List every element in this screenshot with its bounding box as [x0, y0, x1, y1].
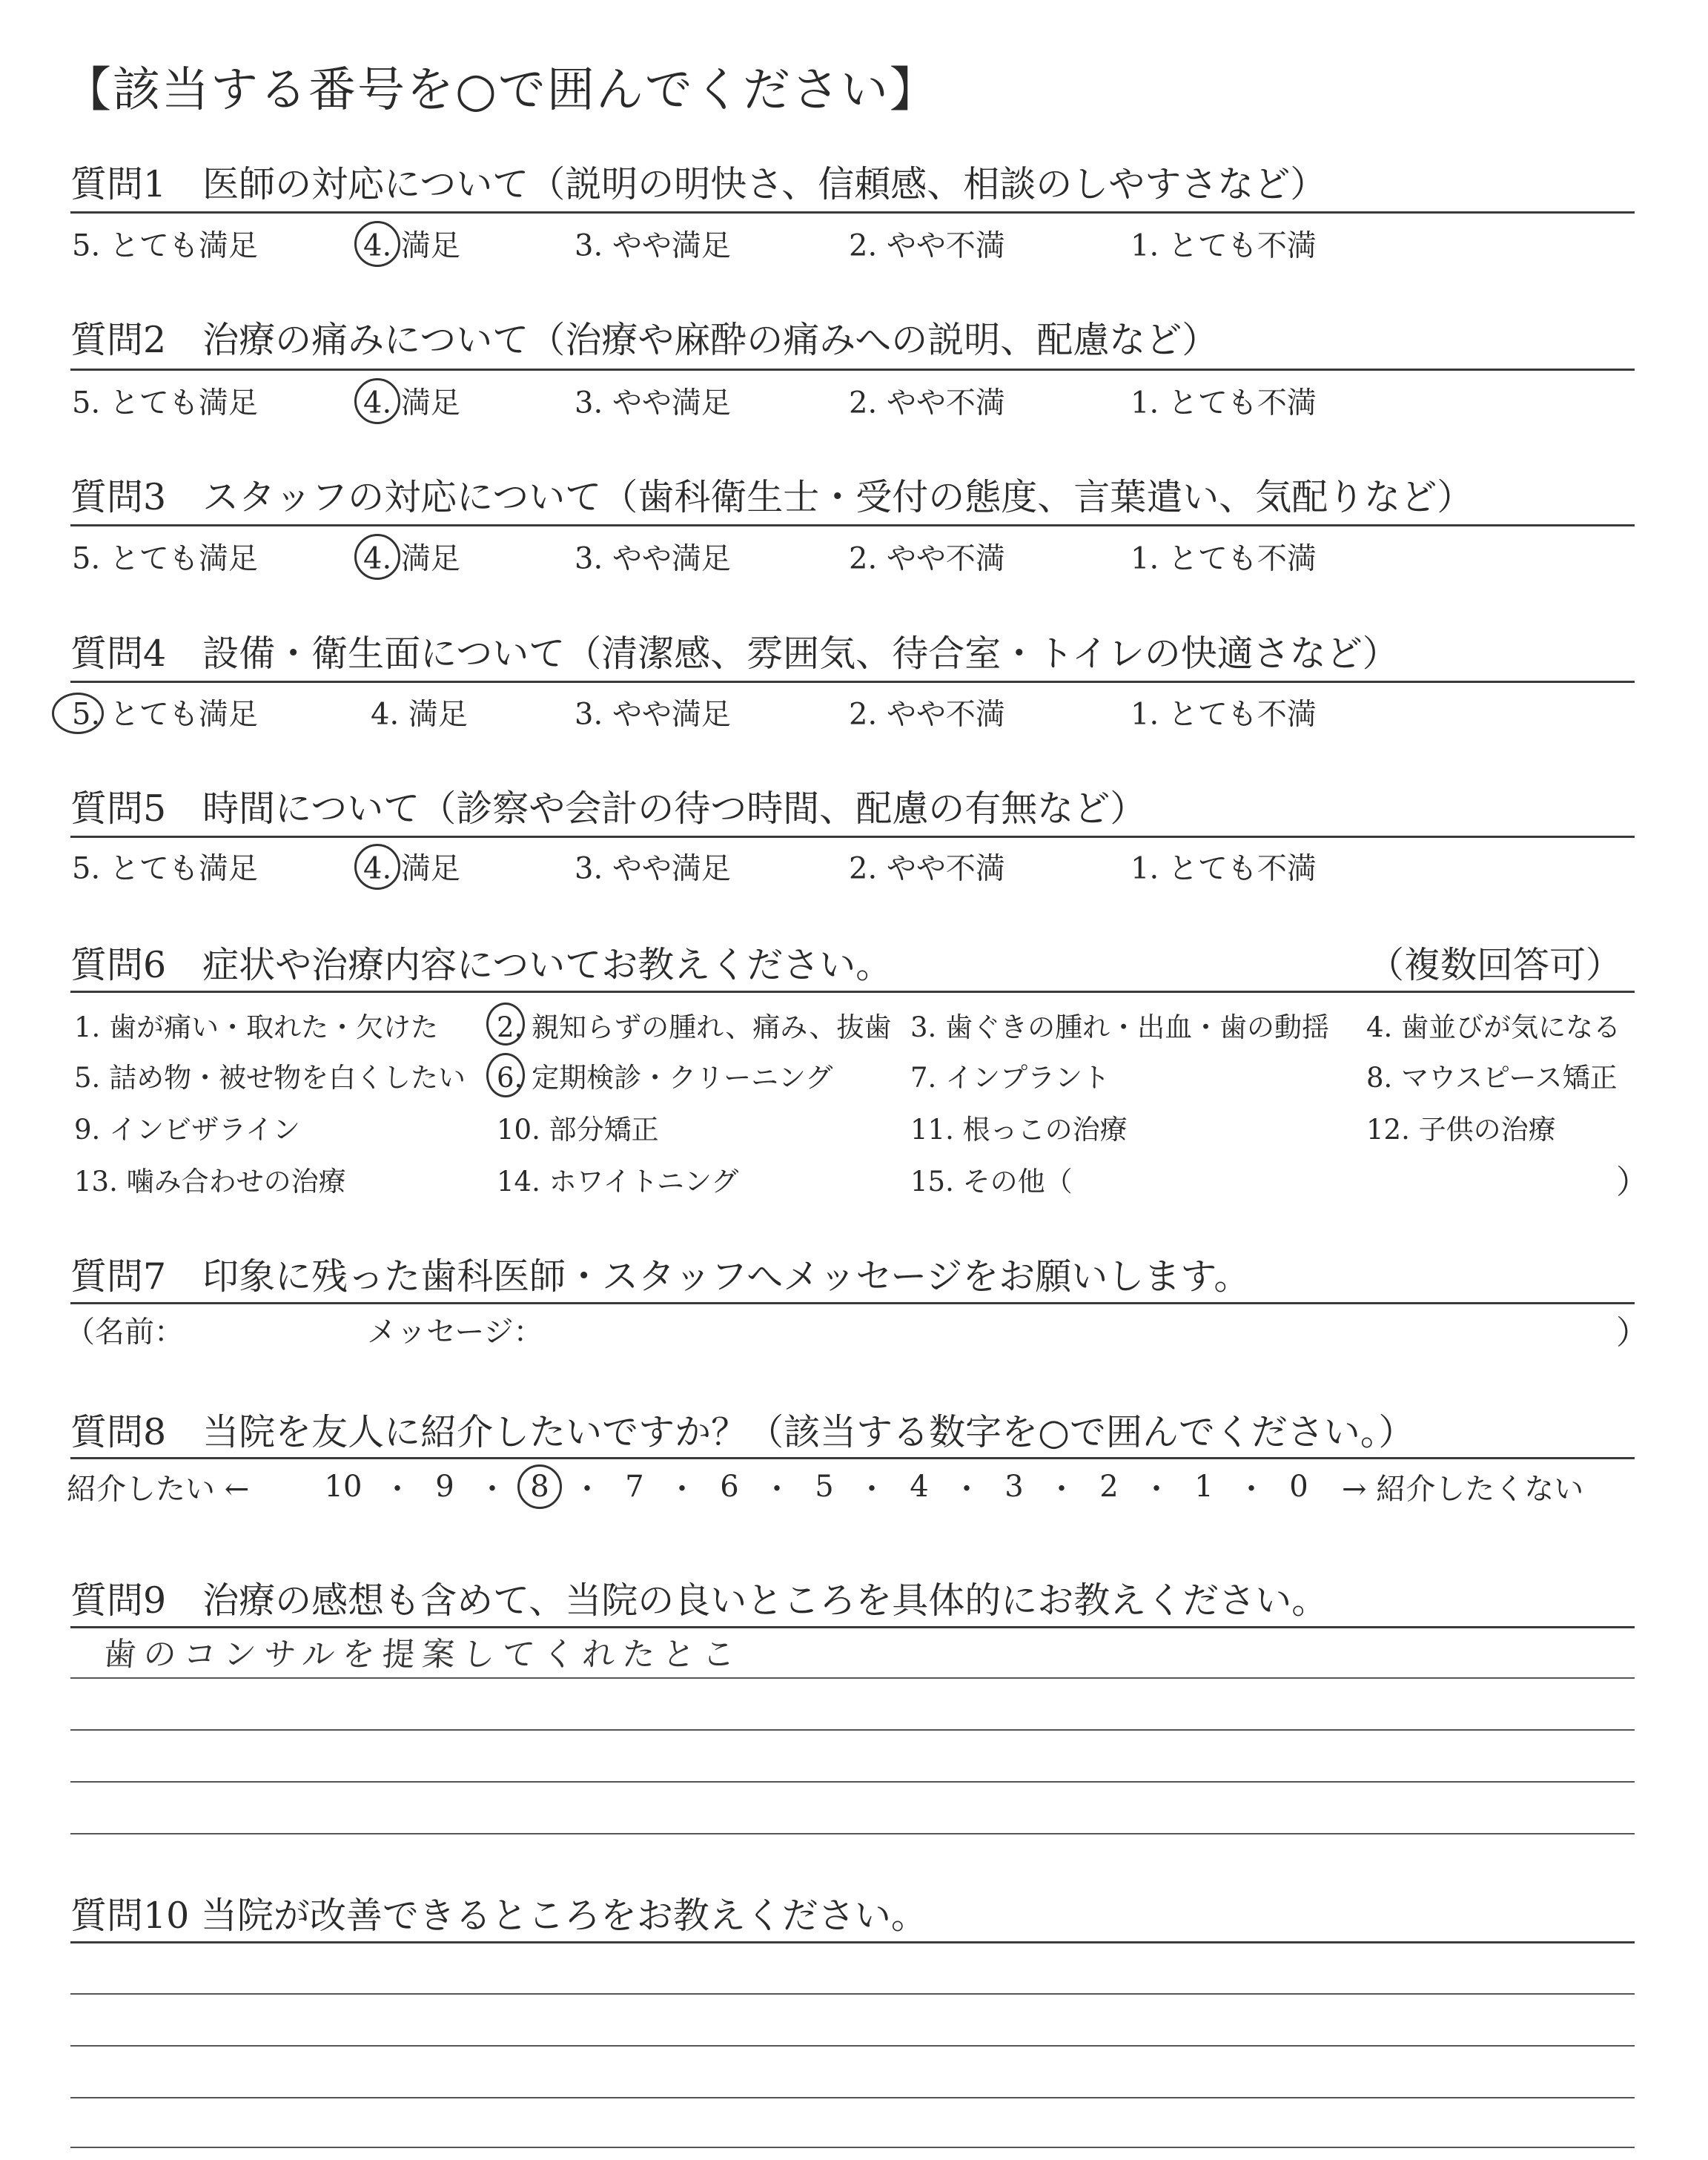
q8-scale-3[interactable]: 3 — [1004, 1470, 1024, 1504]
q4-option-2[interactable]: 2. やや不満 — [849, 697, 1005, 732]
q8-scale-dot: ・ — [1047, 1472, 1076, 1507]
q10-answer-line — [70, 2045, 1635, 2047]
q1-title: 質問1 医師の対応について（説明の明快さ、信頼感、相談のしやすさなど） — [70, 163, 1327, 205]
q8-scale-0[interactable]: 0 — [1289, 1470, 1308, 1504]
q1-option-3[interactable]: 3. やや満足 — [575, 228, 731, 263]
q5-option-4[interactable]: 4. 満足 — [363, 851, 460, 886]
q8-scale-5[interactable]: 5 — [815, 1470, 834, 1504]
q8-left-label: 紹介したい ← — [67, 1472, 250, 1507]
q4-rule — [70, 681, 1635, 683]
q2-rule — [70, 369, 1635, 371]
q3-option-1[interactable]: 1. とても不満 — [1131, 541, 1317, 576]
q1-circle-mark — [354, 221, 400, 267]
q6-title: 質問6 症状や治療内容についてお教えください。 — [70, 944, 893, 986]
q5-title: 質問5 時間について（診察や会計の待つ時間、配慮の有無など） — [70, 787, 1147, 830]
q6-circle-mark-6 — [486, 1053, 525, 1097]
q8-scale-10[interactable]: 10 — [324, 1470, 363, 1504]
q8-scale-9[interactable]: 9 — [435, 1470, 454, 1504]
q10-rule — [70, 1941, 1635, 1943]
q6-option-8[interactable]: 8. マウスピース矯正 — [1366, 1062, 1618, 1094]
q6-option-1[interactable]: 1. 歯が痛い・取れた・欠けた — [74, 1011, 439, 1043]
q10-answer-line — [70, 1993, 1635, 1995]
q6-option-12[interactable]: 12. 子供の治療 — [1366, 1114, 1556, 1146]
q4-option-5[interactable]: 5. とても満足 — [72, 697, 258, 732]
q3-option-3[interactable]: 3. やや満足 — [575, 541, 731, 576]
q7-rule — [70, 1302, 1635, 1304]
q6-note: （複数回答可） — [1368, 944, 1623, 986]
q5-option-2[interactable]: 2. やや不満 — [849, 851, 1005, 886]
q6-option-3[interactable]: 3. 歯ぐきの腫れ・出血・歯の動揺 — [910, 1011, 1330, 1043]
q6-option-4[interactable]: 4. 歯並びが気になる — [1366, 1011, 1621, 1043]
q1-option-2[interactable]: 2. やや不満 — [849, 228, 1005, 263]
q4-title: 質問4 設備・衛生面について（清潔感、雰囲気、待合室・トイレの快適さなど） — [70, 633, 1399, 675]
q8-scale-dot: ・ — [572, 1472, 602, 1507]
q3-option-2[interactable]: 2. やや不満 — [849, 541, 1005, 576]
q8-scale-dot: ・ — [477, 1472, 507, 1507]
q6-option-6[interactable]: 6. 定期検診・クリーニング — [497, 1062, 833, 1094]
q8-scale-dot: ・ — [952, 1472, 982, 1507]
q6-option-5[interactable]: 5. 詰め物・被せ物を白くしたい — [74, 1062, 466, 1094]
q6-option-9[interactable]: 9. インビザライン — [74, 1114, 300, 1146]
q8-scale-dot: ・ — [1142, 1472, 1171, 1507]
q5-option-5[interactable]: 5. とても満足 — [72, 851, 258, 886]
q1-option-1[interactable]: 1. とても不満 — [1131, 228, 1317, 263]
q5-circle-mark — [354, 844, 400, 890]
q6-other-close-paren: ） — [1616, 1163, 1649, 1201]
q6-rule — [70, 991, 1635, 993]
q4-option-3[interactable]: 3. やや満足 — [575, 697, 731, 732]
q3-option-4[interactable]: 4. 満足 — [363, 541, 460, 576]
q1-rule — [70, 211, 1635, 214]
q9-answer-line — [70, 1781, 1635, 1783]
q2-circle-mark — [354, 378, 400, 424]
q6-option-2[interactable]: 2. 親知らずの腫れ、痛み、抜歯 — [497, 1011, 892, 1043]
page-title: 【該当する番号を○で囲んでください】 — [64, 63, 939, 118]
q2-title: 質問2 治療の痛みについて（治療や麻酔の痛みへの説明、配慮など） — [70, 319, 1219, 361]
q8-scale-7[interactable]: 7 — [625, 1470, 644, 1504]
q5-option-3[interactable]: 3. やや満足 — [575, 851, 731, 886]
q8-scale-6[interactable]: 6 — [720, 1470, 739, 1504]
q8-circle-mark — [517, 1464, 562, 1509]
q10-title: 質問10 当院が改善できるところをお教えください。 — [70, 1895, 927, 1937]
q2-option-5[interactable]: 5. とても満足 — [72, 386, 258, 420]
q2-option-2[interactable]: 2. やや不満 — [849, 386, 1005, 420]
q9-answer-line — [70, 1677, 1635, 1679]
q8-right-label: → 紹介したくない — [1342, 1472, 1584, 1507]
q3-title: 質問3 スタッフの対応について（歯科衛生士・受付の態度、言葉遣い、気配りなど） — [70, 476, 1474, 518]
q9-answer-line — [70, 1833, 1635, 1834]
q6-option-15[interactable]: 15. その他（ — [910, 1166, 1073, 1198]
q8-scale-2[interactable]: 2 — [1099, 1470, 1119, 1504]
q2-option-3[interactable]: 3. やや満足 — [575, 386, 731, 420]
q5-rule — [70, 836, 1635, 838]
q1-option-5[interactable]: 5. とても満足 — [72, 228, 258, 263]
q10-answer-line — [70, 2147, 1635, 2148]
q8-scale-dot: ・ — [667, 1472, 697, 1507]
q2-option-1[interactable]: 1. とても不満 — [1131, 386, 1317, 420]
q8-scale-dot: ・ — [383, 1472, 412, 1507]
q6-option-13[interactable]: 13. 噛み合わせの治療 — [74, 1166, 346, 1198]
q2-option-4[interactable]: 4. 満足 — [363, 386, 460, 420]
q7-close-paren: ） — [1616, 1314, 1649, 1352]
q1-option-4[interactable]: 4. 満足 — [363, 228, 460, 263]
q3-rule — [70, 524, 1635, 526]
q7-name-label: （名前： — [65, 1315, 184, 1350]
q8-title: 質問8 当院を友人に紹介したいですか？（該当する数字を○で囲んでください。） — [70, 1411, 1415, 1453]
q9-title: 質問9 治療の感想も含めて、当院の良いところを具体的にお教えください。 — [70, 1579, 1328, 1622]
q3-option-5[interactable]: 5. とても満足 — [72, 541, 258, 576]
q6-option-7[interactable]: 7. インプラント — [910, 1062, 1110, 1094]
q3-circle-mark — [354, 534, 400, 580]
q10-answer-line — [70, 2097, 1635, 2098]
q8-scale-dot: ・ — [857, 1472, 887, 1507]
q8-scale-dot: ・ — [1237, 1472, 1266, 1507]
q6-option-14[interactable]: 14. ホワイトニング — [497, 1166, 739, 1198]
q6-circle-mark-2 — [486, 1003, 525, 1046]
q7-message-label: メッセージ： — [367, 1315, 543, 1350]
q7-title: 質問7 印象に残った歯科医師・スタッフへメッセージをお願いします。 — [70, 1255, 1251, 1298]
q5-option-1[interactable]: 1. とても不満 — [1131, 851, 1317, 886]
q4-circle-mark — [52, 693, 104, 734]
q9-handwritten-answer: 歯のコンサルを提案してくれたとこ — [102, 1636, 744, 1674]
q8-scale-dot: ・ — [762, 1472, 792, 1507]
q8-scale-4[interactable]: 4 — [910, 1470, 929, 1504]
q4-option-1[interactable]: 1. とても不満 — [1131, 697, 1317, 732]
q6-option-11[interactable]: 11. 根っこの治療 — [910, 1114, 1128, 1146]
q8-rule — [70, 1457, 1635, 1459]
q6-option-10[interactable]: 10. 部分矯正 — [497, 1114, 659, 1146]
q8-scale-1[interactable]: 1 — [1194, 1470, 1214, 1504]
q4-option-4[interactable]: 4. 満足 — [371, 697, 468, 732]
q9-answer-line — [70, 1729, 1635, 1731]
q8-scale-8[interactable]: 8 — [530, 1470, 549, 1504]
